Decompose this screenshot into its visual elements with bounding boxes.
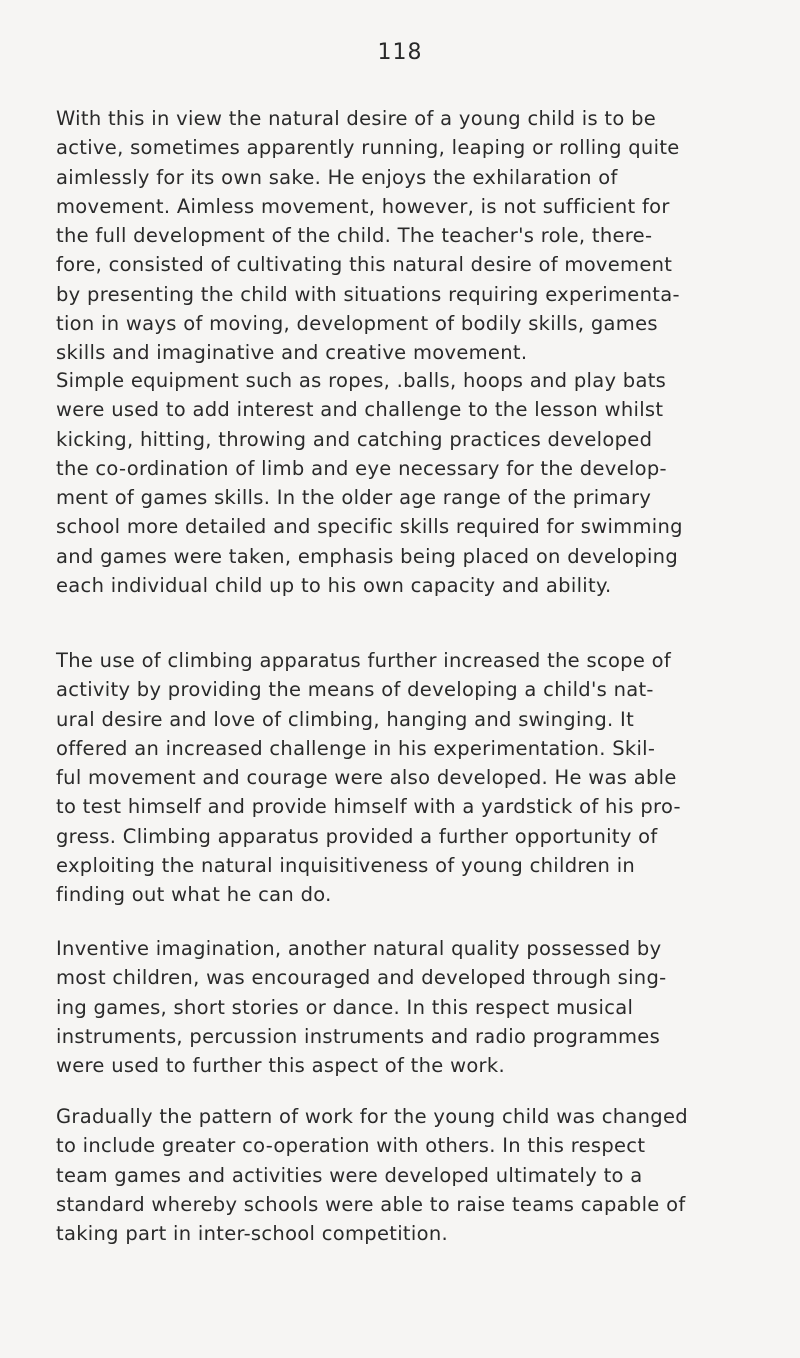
text-line: With this in view the natural desire of a young child is to be xyxy=(56,107,657,130)
text-line: and games were taken, emphasis being placed on developing xyxy=(56,544,678,568)
text-line: were used to further this aspect of the work. xyxy=(56,1054,505,1078)
text-line: ural desire and love of climbing, hanging and swinging. It xyxy=(56,707,635,731)
text-line: gress. Climbing apparatus provided a further opportunity of xyxy=(56,824,658,848)
text-line: movement. Aimless movement, however, is not sufficient for xyxy=(56,194,670,218)
text-line: offered an increased challenge in his experimentation. Skil- xyxy=(56,736,656,760)
text-line: were used to add interest and challenge to the lesson whilst xyxy=(56,398,664,422)
text-line: fore, consisted of cultivating this natural desire of movement xyxy=(56,253,673,277)
paragraph-co-operation xyxy=(56,1102,770,1248)
text-line: ment of games skills. In the older age range of the primary xyxy=(56,486,652,510)
text-line: aimlessly for its own sake. He enjoys the exhilaration of xyxy=(56,165,618,189)
text-line: to include greater co-operation with others. In this respect xyxy=(56,1134,646,1158)
text-line: Gradually the pattern of work for the young child was changed xyxy=(56,1105,688,1128)
text-line: to test himself and provide himself with a yardstick of his pro- xyxy=(56,795,681,819)
text-line: The use of climbing apparatus further increased the scope of xyxy=(56,649,672,672)
text-line: skills and imaginative and creative movement. xyxy=(56,341,528,365)
text-line: ing games, short stories or dance. In this respect musical xyxy=(56,995,634,1019)
text-line: exploiting the natural inquisitiveness of young children in xyxy=(56,854,636,878)
text-line: ful movement and courage were also developed. He was able xyxy=(56,766,677,790)
text-line: standard whereby schools were able to raise teams capable of xyxy=(56,1192,686,1216)
text-line: instruments, percussion instruments and radio programmes xyxy=(56,1024,661,1048)
text-line: each individual child up to his own capacity and ability. xyxy=(56,574,612,598)
text-line: tion in ways of moving, development of bodily skills, games xyxy=(56,312,658,336)
text-line: school more detailed and specific skills required for swimming xyxy=(56,515,683,539)
text-line: active, sometimes apparently running, leaping or rolling quite xyxy=(56,136,680,160)
text-line: Inventive imagination, another natural quality possessed by xyxy=(56,937,662,960)
paragraph-simple-equipment xyxy=(56,366,770,600)
text-line: taking part in inter-school competition. xyxy=(56,1222,448,1246)
paragraph-inventive-imagination xyxy=(56,934,770,1080)
text-line: activity by providing the means of developing a child's nat- xyxy=(56,678,654,702)
text-line: most children, was encouraged and developed through sing- xyxy=(56,966,667,990)
text-line: finding out what he can do. xyxy=(56,883,332,907)
text-line: the full development of the child. The teacher's role, there- xyxy=(56,224,653,248)
page-number: 118 xyxy=(377,40,423,65)
paragraph-climbing-apparatus xyxy=(56,646,770,910)
text-line: team games and activities were developed ultimately to a xyxy=(56,1163,643,1187)
text-line: Simple equipment such as ropes, .balls, hoops and play bats xyxy=(56,369,667,392)
text-line: the co-ordination of limb and eye necessary for the develop- xyxy=(56,456,667,480)
paragraph-aimless-movement xyxy=(56,104,770,368)
text-line: kicking, hitting, throwing and catching practices developed xyxy=(56,427,653,451)
text-line: by presenting the child with situations requiring experimenta- xyxy=(56,282,680,306)
